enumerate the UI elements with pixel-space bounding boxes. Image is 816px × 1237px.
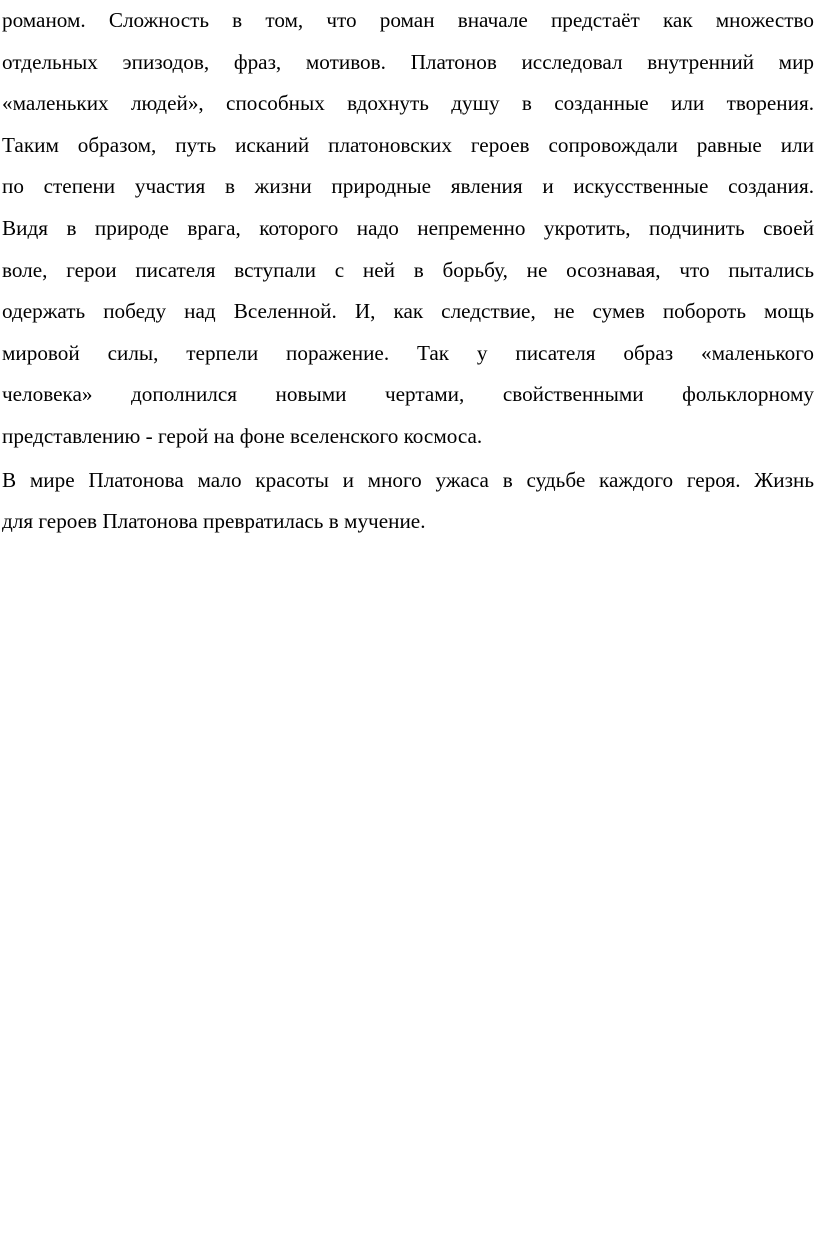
text-line: человека» дополнился новыми чертами, свойственными фольклорному bbox=[2, 382, 814, 407]
text-line: «маленьких людей», способных вдохнуть душу в созданные или творения. bbox=[2, 91, 814, 116]
text-line: для героев Платонова превратилась в мучение. bbox=[2, 509, 426, 534]
document-page bbox=[2, 0, 814, 543]
text-line: одержать победу над Вселенной. И, как следствие, не сумев побороть мощь bbox=[2, 299, 814, 324]
text-line: представлению - герой на фоне вселенского космоса. bbox=[2, 423, 483, 448]
text-line: по степени участия в жизни природные явления и искусственные создания. bbox=[2, 174, 814, 199]
text-line: Таким образом, путь исканий платоновских героев сопровождали равные или bbox=[2, 132, 814, 157]
paragraph bbox=[2, 460, 814, 543]
paragraph bbox=[2, 0, 814, 458]
text-line: Видя в природе врага, которого надо непременно укротить, подчинить своей bbox=[2, 215, 814, 240]
text-line: В мире Платонова мало красоты и много ужаса в судьбе каждого героя. Жизнь bbox=[2, 467, 814, 492]
text-line: воле, герои писателя вступали с ней в борьбу, не осознавая, что пытались bbox=[2, 257, 814, 282]
text-line: романом. Сложность в том, что роман вначале предстаёт как множество bbox=[2, 8, 814, 32]
text-line: отдельных эпизодов, фраз, мотивов. Платонов исследовал внутренний мир bbox=[2, 49, 814, 74]
text-line: мировой силы, терпели поражение. Так у писателя образ «маленького bbox=[2, 340, 814, 365]
